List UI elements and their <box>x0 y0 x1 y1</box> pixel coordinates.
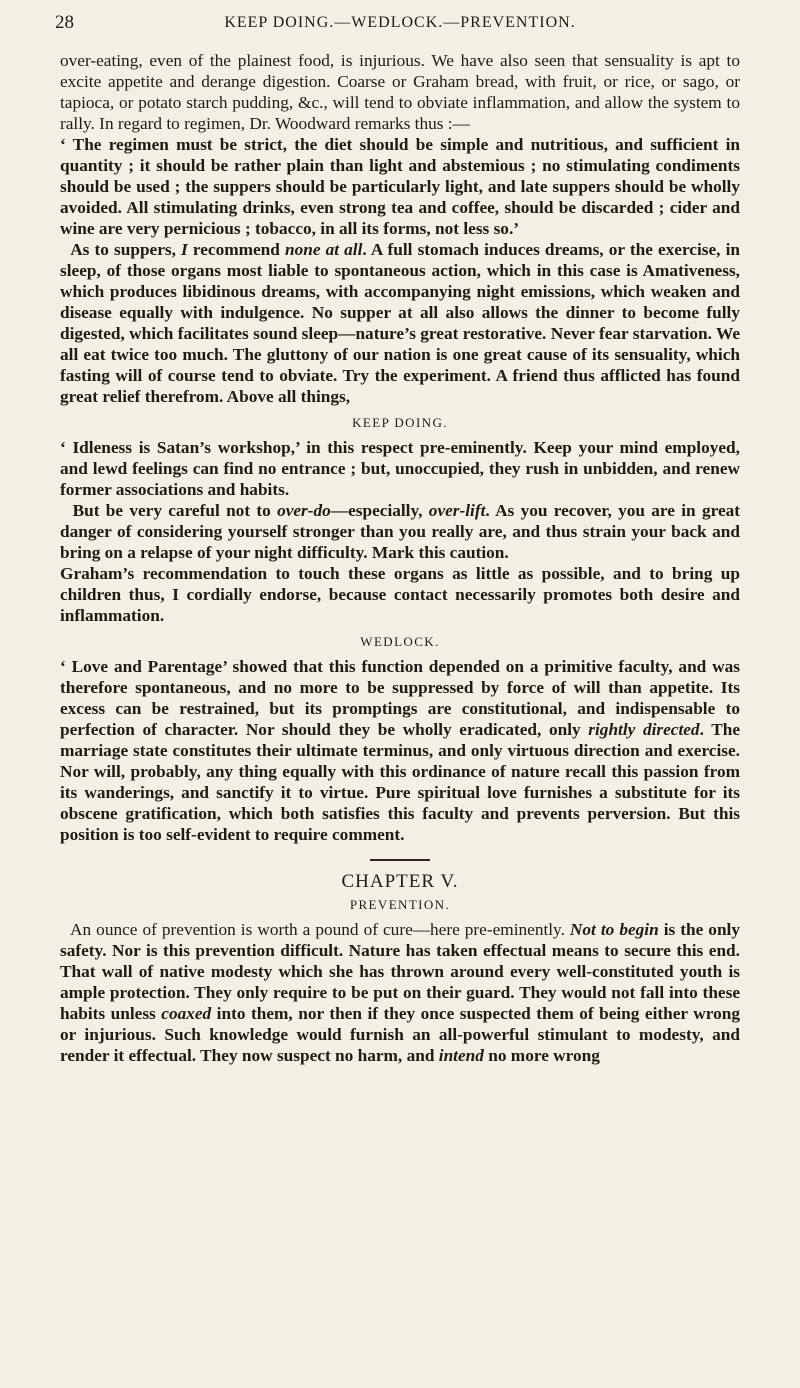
paragraph-idleness: ‘ Idleness is Satan’s workshop,’ in this respect pre-eminently. Keep your mind employed, and lewd feelings can find no entrance ; but, unoccupied, they rush in unbidden, and renew former associations and habits. <box>60 438 740 499</box>
text-run: —especially, <box>330 501 429 520</box>
emphasis-intend: intend <box>438 1046 484 1065</box>
emphasis-rightly-directed: rightly directed <box>588 720 700 739</box>
text-run: . The marriage state constitutes their ultimate terminus, and only virtuous direction and exercise. Nor will, probably, any thing equally with this ordinance of nature recall this passion from its wanderings, and sanctify it to virtue. Pure spiritual love furnishes a substitute for its obscene gratification, which both satisfies this faculty and prevents perversion. But this position is too self-evident to require comment. <box>60 720 741 844</box>
text-run: no more wrong <box>483 1046 600 1065</box>
paragraph-love-parentage <box>60 656 740 845</box>
text-run: But be very careful not to <box>72 501 278 520</box>
text-run: . As you recover, you are in great danger of considering yourself stronger than you really are, and thus strain your back and bring on a relapse of your night difficulty. Mark this caution. <box>60 501 741 562</box>
paragraph-graham: Graham’s recommendation to touch these organs as little as possible, and to bring up children thus, I cordially endorse, because contact necessarily promotes both desire and inflammation. <box>60 564 740 625</box>
page-number: 28 <box>55 12 74 33</box>
section-heading-keep-doing: KEEP DOING. <box>352 415 448 430</box>
paragraph-prevention <box>60 919 740 1066</box>
text-run: recommend <box>187 240 285 259</box>
running-head <box>0 12 800 42</box>
emphasis-none-at-all: none at all <box>285 240 363 259</box>
section-heading-wedlock: WEDLOCK. <box>360 634 440 649</box>
text-run: into them, nor then if they once suspected them of being either wrong or injurious. Such knowledge would furnish an all-powerful stimulant to modesty, and render it effectual. They now suspect no harm, and <box>60 1004 740 1065</box>
text-run: As to suppers, <box>70 240 182 259</box>
emphasis-i: I <box>181 240 188 259</box>
text-block <box>60 50 740 1066</box>
chapter-subheading: PREVENTION. <box>349 897 451 912</box>
paragraph-over-do <box>60 500 740 563</box>
text-run: . A full stomach induces dreams, or the exercise, in sleep, of those organs most liable to spontaneous action, which in this case is Amativeness, which produces libidinous dreams, with accompanying night emissions, which weaken and disease equally with indulgence. No supper at all also allows the dinner to become fully digested, which facilitates sound sleep—nature’s great restorative. Never fear starvation. We all eat twice too much. The gluttony of our nation is one great cause of its sensuality, which fasting will of course tend to obviate. Try the experiment. A friend thus afflicted has found great relief therefrom. Above all things, <box>60 240 740 406</box>
paragraph-suppers <box>60 239 740 407</box>
text-run: ‘ Love and Parentage’ showed that this function depended on a primitive faculty, and was therefore spontaneous, and no more to be suppressed by force of will than appetite. Its excess can be restrained, but its promptings are constitutional, and indispensable to perfection of character. Nor should they be wholly eradicated, only <box>60 657 740 739</box>
emphasis-over-do: over-do <box>277 501 331 520</box>
chapter-divider <box>370 859 430 861</box>
emphasis-coaxed: coaxed <box>161 1004 212 1023</box>
emphasis-over-lift: over-lift <box>428 501 486 520</box>
text-run: An ounce of prevention is worth a pound of cure—here pre-eminently. <box>70 920 570 939</box>
chapter-heading: CHAPTER V. <box>341 871 459 892</box>
running-title: KEEP DOING.—WEDLOCK.—PREVENTION. <box>224 14 576 31</box>
text-run: is the only safety. Nor is this prevention difficult. Nature has taken effectual means to secure this end. That wall of native modesty which she has thrown around every well-constituted youth is ample protection. They only require to be put on their guard. They would not fall into these habits unless <box>60 920 740 1023</box>
emphasis-not-to-begin: Not to begin <box>569 920 659 939</box>
paragraph-overeating: over-eating, even of the plainest food, is injurious. We have also seen that sensuality is apt to excite appetite and derange digestion. Coarse or Graham bread, with fruit, or rice, or sago, or tapioca, or potato starch pudding, &c., will tend to obviate inflammation, and allow the system to rally. In regard to regimen, Dr. Woodward remarks thus :— <box>60 51 740 133</box>
paragraph-woodward-quote: ‘ The regimen must be strict, the diet should be simple and nutritious, and sufficient in quantity ; it should be rather plain than light and abstemious ; no stimulating condiments should be used ; the suppers should be particularly light, and late suppers should be wholly avoided. All stimulating drinks, even strong tea and coffee, should be discarded ; cider and wine are very pernicious ; tobacco, in all its forms, not less so.’ <box>60 135 740 238</box>
